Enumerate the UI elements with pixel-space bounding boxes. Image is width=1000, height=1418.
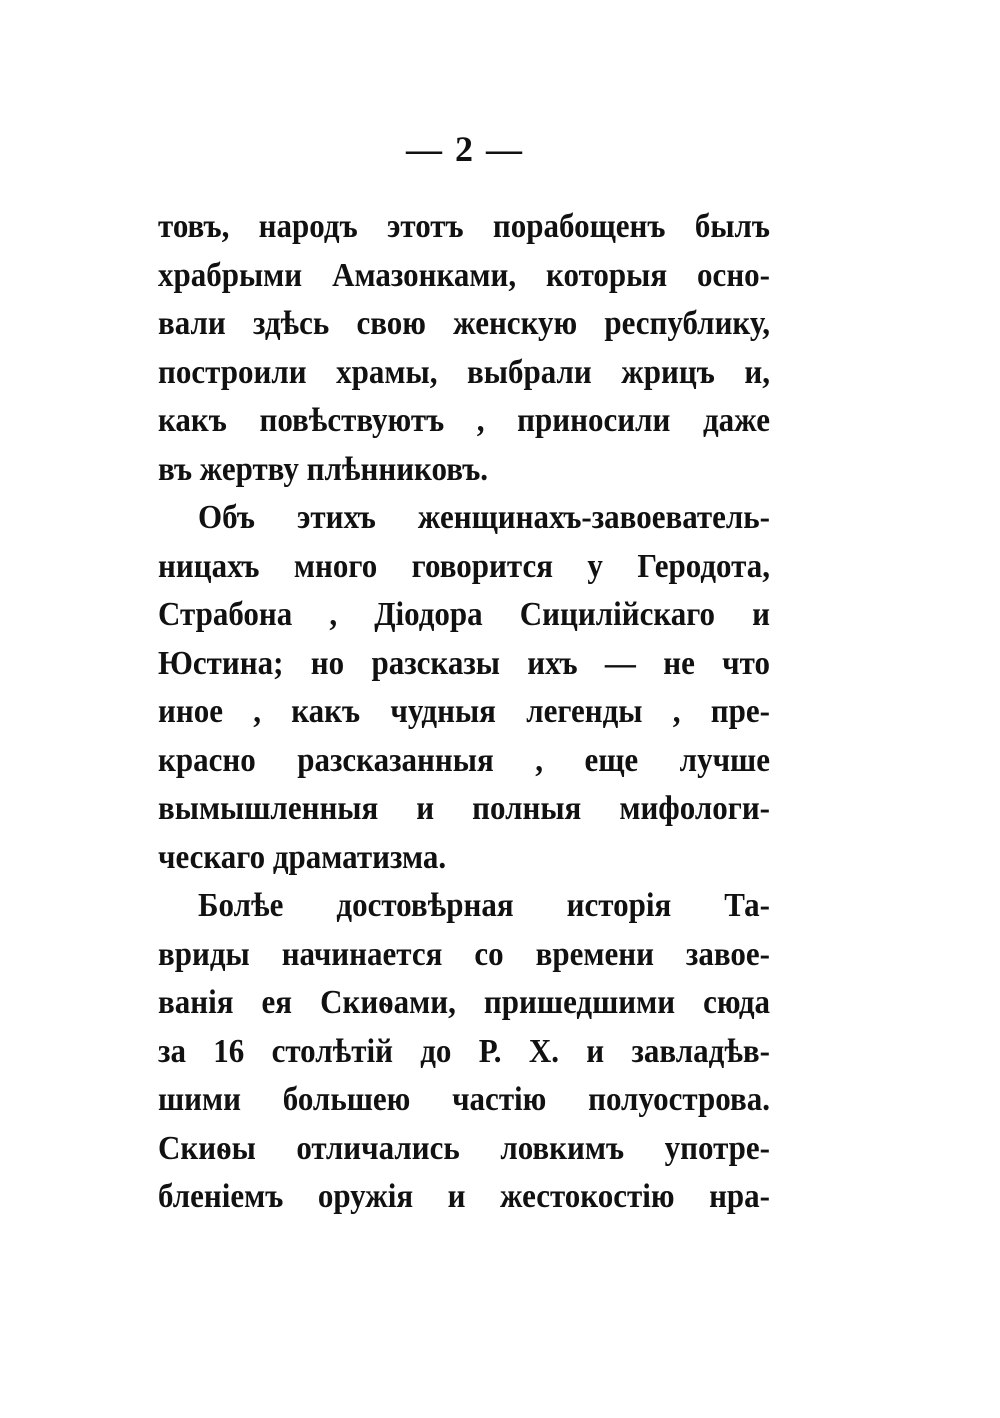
text-line: построили храмы, выбрали жрицъ и, [158, 352, 770, 390]
text-line: ницахъ много говорится у Геродота, [158, 546, 770, 584]
paragraph-2 [158, 493, 770, 881]
text-line: товъ, народъ этотъ порабощенъ былъ [158, 206, 770, 245]
text-line: въ жертву плѣнниковъ. [158, 449, 489, 487]
text-line: какъ повѣствуютъ , приносили даже [158, 400, 770, 439]
paragraph-1 [158, 202, 770, 493]
text-line: храбрыми Амазонками, которыя осно- [158, 255, 770, 293]
text-line: ческаго драматизма. [158, 837, 447, 875]
text-line: вриды начинается со времени завое- [158, 934, 770, 972]
text-line: красно разсказанныя , еще лучше [158, 740, 770, 778]
text-line: Скиѳы отличались ловкимъ употре- [158, 1128, 770, 1166]
text-line: Страбона , Діодора Сицилійскаго и [158, 594, 770, 633]
text-line: Юстина; но разсказы ихъ — не что [158, 643, 770, 681]
text-line: иное , какъ чудныя легенды , пре- [158, 691, 770, 730]
text-line: ванія ея Скиѳами, пришедшими сюда [158, 982, 770, 1021]
body-text [158, 202, 770, 1221]
text-line: бленіемъ оружія и жестокостію нра- [158, 1176, 770, 1215]
text-line: Объ этихъ женщинахъ-завоеватель- [198, 497, 770, 536]
text-line: за 16 столѣтій до Р. Х. и завладѣв- [158, 1031, 770, 1069]
text-line: Болѣе достовѣрная исторія Та- [198, 885, 770, 924]
text-line: вымышленныя и полныя мифологи- [158, 788, 770, 827]
paragraph-3 [158, 881, 770, 1221]
text-line: вали здѣсь свою женскую республику, [158, 303, 770, 342]
text-line: шими большею частію полуострова. [158, 1079, 770, 1118]
page-number: — 2 — [406, 129, 524, 169]
